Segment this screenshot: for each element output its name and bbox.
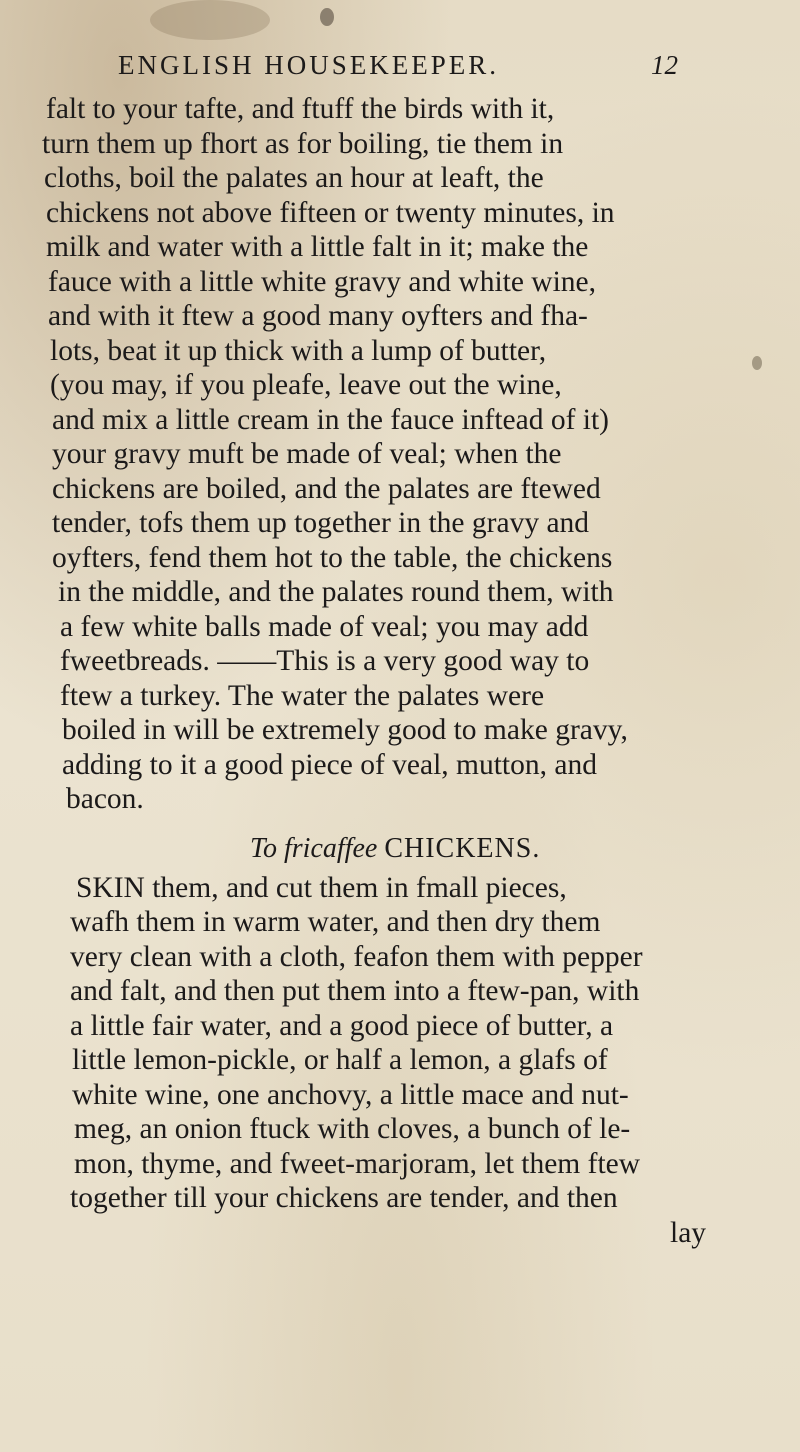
page-number: 12: [651, 50, 678, 80]
text-line: cloths, boil the palates an hour at leaft, the: [44, 162, 544, 194]
text-line: your gravy muft be made of veal; when the: [52, 438, 562, 470]
text-line: a few white balls made of veal; you may add: [60, 610, 589, 643]
running-head: [118, 50, 678, 81]
text-line: and with it ftew a good many oyfters and fha-: [48, 300, 588, 332]
text-line: chickens are boiled, and the palates are ftewed: [52, 472, 601, 505]
text-line: and mix a little cream in the fauce inftead of it): [52, 403, 609, 436]
catchword: lay: [670, 1216, 707, 1249]
text-line: ftew a turkey. The water the palates were: [60, 679, 545, 712]
text-line: chickens not above fifteen or twenty minutes, in: [46, 196, 615, 229]
text-line: SKIN them, and cut them in fmall pieces,: [76, 871, 567, 904]
text-line: boiled in will be extremely good to make gravy,: [62, 714, 628, 746]
paragraph-boiled-chickens: [40, 92, 780, 817]
body-text: [40, 92, 780, 1250]
text-line: meg, an onion ftuck with cloves, a bunch of le-: [74, 1113, 631, 1145]
page-header-title: ENGLISH HOUSEKEEPER.: [118, 50, 499, 80]
paper-stain: [150, 0, 270, 40]
text-line: very clean with a cloth, feafon them with pepper: [70, 940, 643, 973]
text-line: adding to it a good piece of veal, mutton, and: [62, 748, 597, 781]
recipe-heading: [40, 827, 780, 871]
text-line: tender, tofs them up together in the gravy and: [52, 507, 590, 539]
text-line: bacon.: [66, 783, 144, 815]
text-line: fauce with a little white gravy and white wine,: [48, 265, 597, 298]
text-line: fweetbreads. ——This is a very good way to: [60, 645, 590, 677]
text-line: milk and water with a little falt in it; make the: [46, 231, 589, 263]
text-line: in the middle, and the palates round them, with: [58, 576, 614, 608]
recipe-heading-prefix: To fricaffee: [250, 832, 378, 864]
text-line: a little fair water, and a good piece of butter, a: [70, 1009, 614, 1042]
text-line: little lemon-pickle, or half a lemon, a glafs of: [72, 1044, 608, 1076]
text-line: lots, beat it up thick with a lump of butter,: [50, 334, 547, 367]
paper-stain: [320, 8, 334, 26]
text-line: oyfters, fend them hot to the table, the chickens: [52, 541, 613, 574]
text-line: and falt, and then put them into a ftew-pan, with: [70, 975, 640, 1007]
text-line: white wine, one anchovy, a little mace and nut-: [72, 1078, 629, 1111]
text-line: wafh them in warm water, and then dry them: [70, 906, 601, 938]
recipe-heading-subject: CHICKENS.: [384, 832, 541, 864]
text-line: mon, thyme, and fweet-marjoram, let them ftew: [74, 1147, 641, 1180]
text-line: falt to your tafte, and ftuff the birds with it,: [46, 93, 555, 125]
text-line: together till your chickens are tender, and then: [70, 1182, 618, 1214]
text-line: turn them up fhort as for boiling, tie them in: [42, 127, 564, 160]
text-line: (you may, if you pleafe, leave out the wine,: [50, 369, 562, 401]
paragraph-fricassee: [40, 871, 780, 1251]
